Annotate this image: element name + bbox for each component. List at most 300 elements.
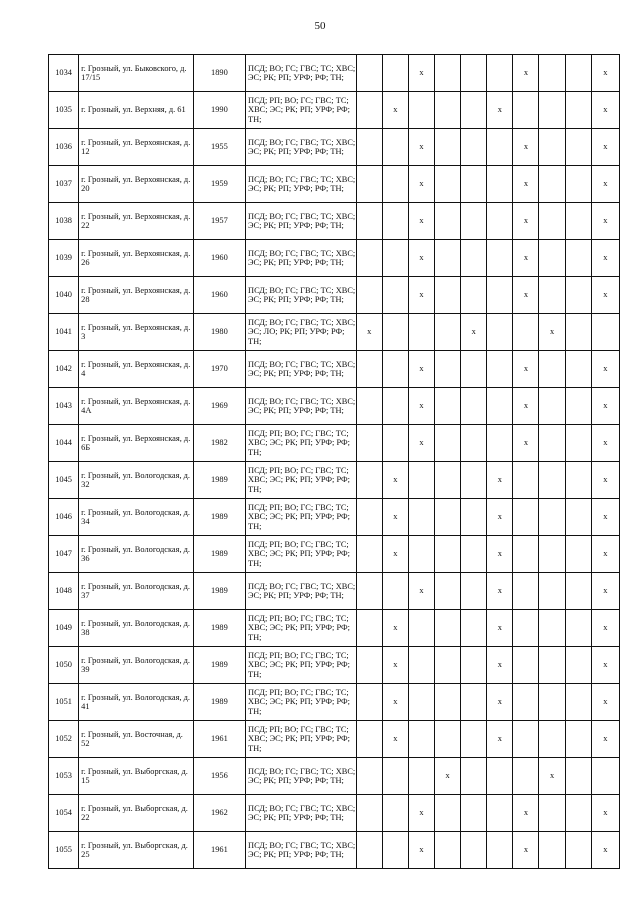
mark-cell: x <box>591 55 619 92</box>
mark-cell <box>565 573 591 610</box>
mark-cell: x <box>591 795 619 832</box>
mark-cell <box>382 314 408 351</box>
systems-cell: ПСД; ВО; ГС; ГВС; ТС; ХВС; ЭС; РК; РП; УРФ; РФ; ТН; <box>246 203 357 240</box>
row-number: 1039 <box>49 240 79 277</box>
mark-cell <box>565 129 591 166</box>
row-number: 1052 <box>49 721 79 758</box>
mark-cell <box>356 610 382 647</box>
mark-cell <box>356 684 382 721</box>
mark-cell <box>461 277 487 314</box>
table-row <box>49 758 620 795</box>
mark-cell <box>434 314 460 351</box>
year-cell: 1960 <box>193 240 245 277</box>
year-cell: 1989 <box>193 610 245 647</box>
mark-cell <box>513 92 539 129</box>
mark-cell <box>408 499 434 536</box>
table-row <box>49 462 620 499</box>
mark-cell <box>539 240 565 277</box>
address-cell: г. Грозный, ул. Быковского, д. 17/15 <box>79 55 194 92</box>
row-number: 1044 <box>49 425 79 462</box>
mark-cell: x <box>382 647 408 684</box>
mark-cell <box>356 129 382 166</box>
mark-cell: x <box>408 55 434 92</box>
mark-cell <box>513 610 539 647</box>
address-cell: г. Грозный, ул. Вологодская, д. 37 <box>79 573 194 610</box>
mark-cell <box>513 573 539 610</box>
row-number: 1037 <box>49 166 79 203</box>
mark-cell <box>539 277 565 314</box>
row-number: 1042 <box>49 351 79 388</box>
row-number: 1051 <box>49 684 79 721</box>
mark-cell <box>461 499 487 536</box>
mark-cell: x <box>591 388 619 425</box>
mark-cell: x <box>408 240 434 277</box>
row-number: 1040 <box>49 277 79 314</box>
mark-cell: x <box>487 684 513 721</box>
mark-cell <box>539 92 565 129</box>
mark-cell <box>382 129 408 166</box>
systems-cell: ПСД; РП; ВО; ГС; ГВС; ТС; ХВС; ЭС; РК; РП; УРФ; РФ; ТН; <box>246 462 357 499</box>
mark-cell <box>565 684 591 721</box>
row-number: 1045 <box>49 462 79 499</box>
systems-cell: ПСД; ВО; ГС; ГВС; ТС; ХВС; ЭС; РК; РП; УРФ; РФ; ТН; <box>246 166 357 203</box>
mark-cell <box>539 351 565 388</box>
row-number: 1055 <box>49 832 79 869</box>
mark-cell <box>408 684 434 721</box>
systems-cell: ПСД; РП; ВО; ГС; ГВС; ТС; ХВС; ЭС; РК; РП; УРФ; РФ; ТН; <box>246 721 357 758</box>
mark-cell <box>434 425 460 462</box>
mark-cell <box>487 388 513 425</box>
mark-cell <box>513 684 539 721</box>
mark-cell <box>356 536 382 573</box>
mark-cell: x <box>591 499 619 536</box>
mark-cell <box>461 721 487 758</box>
mark-cell: x <box>591 203 619 240</box>
mark-cell: x <box>382 721 408 758</box>
mark-cell <box>539 425 565 462</box>
mark-cell <box>356 795 382 832</box>
mark-cell <box>408 721 434 758</box>
mark-cell <box>565 795 591 832</box>
mark-cell <box>539 573 565 610</box>
mark-cell <box>513 499 539 536</box>
mark-cell <box>408 536 434 573</box>
mark-cell <box>565 351 591 388</box>
systems-cell: ПСД; РП; ВО; ГС; ГВС; ТС; ХВС; ЭС; РК; РП; УРФ; РФ; ТН; <box>246 499 357 536</box>
mark-cell <box>565 758 591 795</box>
row-number: 1050 <box>49 647 79 684</box>
mark-cell <box>487 166 513 203</box>
year-cell: 1959 <box>193 166 245 203</box>
mark-cell <box>539 647 565 684</box>
year-cell: 1956 <box>193 758 245 795</box>
mark-cell: x <box>487 647 513 684</box>
table-row <box>49 277 620 314</box>
address-cell: г. Грозный, ул. Восточная, д. 52 <box>79 721 194 758</box>
mark-cell: x <box>487 462 513 499</box>
mark-cell <box>434 499 460 536</box>
mark-cell <box>434 166 460 203</box>
row-number: 1053 <box>49 758 79 795</box>
mark-cell: x <box>408 795 434 832</box>
mark-cell <box>565 388 591 425</box>
mark-cell <box>408 92 434 129</box>
mark-cell <box>356 166 382 203</box>
mark-cell: x <box>591 610 619 647</box>
mark-cell <box>434 721 460 758</box>
mark-cell <box>539 610 565 647</box>
address-cell: г. Грозный, ул. Выборгская, д. 25 <box>79 832 194 869</box>
row-number: 1041 <box>49 314 79 351</box>
address-cell: г. Грозный, ул. Верхоянская, д. 20 <box>79 166 194 203</box>
table-row <box>49 721 620 758</box>
table-row <box>49 129 620 166</box>
mark-cell <box>565 203 591 240</box>
mark-cell <box>513 314 539 351</box>
mark-cell <box>513 536 539 573</box>
mark-cell: x <box>513 832 539 869</box>
mark-cell <box>408 758 434 795</box>
row-number: 1049 <box>49 610 79 647</box>
mark-cell <box>565 721 591 758</box>
mark-cell: x <box>408 832 434 869</box>
mark-cell <box>382 277 408 314</box>
mark-cell <box>461 203 487 240</box>
mark-cell <box>461 166 487 203</box>
mark-cell: x <box>539 758 565 795</box>
mark-cell: x <box>408 277 434 314</box>
mark-cell <box>382 795 408 832</box>
mark-cell <box>461 647 487 684</box>
mark-cell: x <box>591 573 619 610</box>
mark-cell <box>356 203 382 240</box>
mark-cell <box>539 388 565 425</box>
mark-cell <box>434 536 460 573</box>
systems-cell: ПСД; ВО; ГС; ГВС; ТС; ХВС; ЭС; РК; РП; УРФ; РФ; ТН; <box>246 795 357 832</box>
row-number: 1035 <box>49 92 79 129</box>
mark-cell <box>461 240 487 277</box>
mark-cell: x <box>408 166 434 203</box>
mark-cell: x <box>382 92 408 129</box>
mark-cell <box>434 92 460 129</box>
year-cell: 1982 <box>193 425 245 462</box>
year-cell: 1961 <box>193 721 245 758</box>
table-row <box>49 795 620 832</box>
mark-cell <box>487 240 513 277</box>
address-cell: г. Грозный, ул. Верхоянская, д. 22 <box>79 203 194 240</box>
mark-cell <box>487 129 513 166</box>
mark-cell <box>487 795 513 832</box>
mark-cell: x <box>591 92 619 129</box>
address-cell: г. Грозный, ул. Верхняя, д. 61 <box>79 92 194 129</box>
mark-cell <box>356 573 382 610</box>
mark-cell: x <box>513 425 539 462</box>
mark-cell: x <box>408 129 434 166</box>
mark-cell <box>461 795 487 832</box>
mark-cell <box>382 758 408 795</box>
mark-cell <box>487 314 513 351</box>
housing-register-table <box>48 54 620 869</box>
mark-cell: x <box>434 758 460 795</box>
mark-cell <box>513 721 539 758</box>
year-cell: 1990 <box>193 92 245 129</box>
mark-cell <box>487 351 513 388</box>
table-row <box>49 388 620 425</box>
mark-cell <box>487 277 513 314</box>
mark-cell <box>461 536 487 573</box>
mark-cell <box>356 425 382 462</box>
table-row <box>49 203 620 240</box>
mark-cell <box>434 388 460 425</box>
table-row <box>49 610 620 647</box>
mark-cell: x <box>382 462 408 499</box>
mark-cell: x <box>591 721 619 758</box>
mark-cell <box>565 610 591 647</box>
address-cell: г. Грозный, ул. Верхоянская, д. 6Б <box>79 425 194 462</box>
mark-cell <box>487 758 513 795</box>
mark-cell <box>461 684 487 721</box>
table-row <box>49 166 620 203</box>
mark-cell <box>356 277 382 314</box>
mark-cell <box>434 351 460 388</box>
systems-cell: ПСД; РП; ВО; ГС; ГВС; ТС; ХВС; ЭС; РК; РП; УРФ; РФ; ТН; <box>246 425 357 462</box>
mark-cell: x <box>513 351 539 388</box>
table-row <box>49 240 620 277</box>
mark-cell: x <box>408 425 434 462</box>
mark-cell <box>487 55 513 92</box>
systems-cell: ПСД; ВО; ГС; ГВС; ТС; ХВС; ЭС; РК; РП; УРФ; РФ; ТН; <box>246 388 357 425</box>
mark-cell <box>565 166 591 203</box>
mark-cell <box>356 499 382 536</box>
row-number: 1034 <box>49 55 79 92</box>
mark-cell <box>565 499 591 536</box>
mark-cell <box>434 610 460 647</box>
mark-cell <box>539 795 565 832</box>
year-cell: 1961 <box>193 832 245 869</box>
systems-cell: ПСД; РП; ВО; ГС; ГВС; ТС; ХВС; ЭС; РК; РП; УРФ; РФ; ТН; <box>246 610 357 647</box>
systems-cell: ПСД; ВО; ГС; ГВС; ТС; ХВС; ЭС; РК; РП; УРФ; РФ; ТН; <box>246 758 357 795</box>
row-number: 1047 <box>49 536 79 573</box>
table-row <box>49 92 620 129</box>
systems-cell: ПСД; ВО; ГС; ГВС; ТС; ХВС; ЭС; РК; РП; УРФ; РФ; ТН; <box>246 129 357 166</box>
table-row <box>49 425 620 462</box>
systems-cell: ПСД; ВО; ГС; ГВС; ТС; ХВС; ЭС; РК; РП; УРФ; РФ; ТН; <box>246 55 357 92</box>
mark-cell <box>565 92 591 129</box>
mark-cell: x <box>461 314 487 351</box>
mark-cell: x <box>408 351 434 388</box>
mark-cell: x <box>382 536 408 573</box>
systems-cell: ПСД; ВО; ГС; ГВС; ТС; ХВС; ЭС; РК; РП; УРФ; РФ; ТН; <box>246 573 357 610</box>
mark-cell <box>356 55 382 92</box>
year-cell: 1969 <box>193 388 245 425</box>
mark-cell <box>565 240 591 277</box>
mark-cell <box>382 832 408 869</box>
address-cell: г. Грозный, ул. Вологодская, д. 38 <box>79 610 194 647</box>
mark-cell: x <box>591 425 619 462</box>
mark-cell: x <box>408 388 434 425</box>
mark-cell <box>461 758 487 795</box>
row-number: 1036 <box>49 129 79 166</box>
address-cell: г. Грозный, ул. Верхоянская, д. 4А <box>79 388 194 425</box>
mark-cell <box>513 462 539 499</box>
mark-cell <box>382 240 408 277</box>
mark-cell <box>356 832 382 869</box>
mark-cell <box>513 758 539 795</box>
row-number: 1038 <box>49 203 79 240</box>
mark-cell <box>434 240 460 277</box>
mark-cell <box>591 314 619 351</box>
mark-cell <box>382 388 408 425</box>
year-cell: 1970 <box>193 351 245 388</box>
systems-cell: ПСД; ВО; ГС; ГВС; ТС; ХВС; ЭС; РК; РП; УРФ; РФ; ТН; <box>246 351 357 388</box>
mark-cell <box>487 832 513 869</box>
mark-cell <box>461 573 487 610</box>
mark-cell <box>461 425 487 462</box>
mark-cell <box>382 55 408 92</box>
mark-cell: x <box>382 499 408 536</box>
systems-cell: ПСД; ВО; ГС; ГВС; ТС; ХВС; ЭС; РК; РП; УРФ; РФ; ТН; <box>246 277 357 314</box>
systems-cell: ПСД; ВО; ГС; ГВС; ТС; ХВС; ЭС; РК; РП; УРФ; РФ; ТН; <box>246 240 357 277</box>
mark-cell: x <box>487 92 513 129</box>
mark-cell: x <box>513 55 539 92</box>
mark-cell <box>434 462 460 499</box>
mark-cell: x <box>513 129 539 166</box>
year-cell: 1955 <box>193 129 245 166</box>
systems-cell: ПСД; РП; ВО; ГС; ГВС; ТС; ХВС; ЭС; РК; РП; УРФ; РФ; ТН; <box>246 92 357 129</box>
address-cell: г. Грозный, ул. Верхоянская, д. 26 <box>79 240 194 277</box>
mark-cell <box>539 166 565 203</box>
address-cell: г. Грозный, ул. Вологодская, д. 34 <box>79 499 194 536</box>
mark-cell <box>565 462 591 499</box>
mark-cell <box>539 55 565 92</box>
address-cell: г. Грозный, ул. Вологодская, д. 39 <box>79 647 194 684</box>
mark-cell <box>382 351 408 388</box>
row-number: 1048 <box>49 573 79 610</box>
mark-cell <box>356 721 382 758</box>
mark-cell <box>539 536 565 573</box>
mark-cell <box>356 351 382 388</box>
mark-cell: x <box>539 314 565 351</box>
mark-cell: x <box>487 499 513 536</box>
row-number: 1043 <box>49 388 79 425</box>
mark-cell <box>434 129 460 166</box>
mark-cell: x <box>591 832 619 869</box>
year-cell: 1980 <box>193 314 245 351</box>
table-row <box>49 55 620 92</box>
mark-cell: x <box>382 610 408 647</box>
mark-cell <box>565 425 591 462</box>
mark-cell <box>356 758 382 795</box>
mark-cell: x <box>487 721 513 758</box>
address-cell: г. Грозный, ул. Верхоянская, д. 28 <box>79 277 194 314</box>
page-number: 50 <box>314 20 326 32</box>
mark-cell <box>539 203 565 240</box>
systems-cell: ПСД; РП; ВО; ГС; ГВС; ТС; ХВС; ЭС; РК; РП; УРФ; РФ; ТН; <box>246 684 357 721</box>
mark-cell <box>356 388 382 425</box>
row-number: 1054 <box>49 795 79 832</box>
mark-cell <box>408 462 434 499</box>
mark-cell: x <box>591 536 619 573</box>
mark-cell <box>434 684 460 721</box>
table-row <box>49 351 620 388</box>
mark-cell <box>461 832 487 869</box>
mark-cell <box>382 425 408 462</box>
year-cell: 1957 <box>193 203 245 240</box>
mark-cell <box>539 721 565 758</box>
address-cell: г. Грозный, ул. Выборгская, д. 15 <box>79 758 194 795</box>
mark-cell <box>434 795 460 832</box>
address-cell: г. Грозный, ул. Вологодская, д. 36 <box>79 536 194 573</box>
year-cell: 1989 <box>193 573 245 610</box>
mark-cell <box>565 647 591 684</box>
table-row <box>49 832 620 869</box>
mark-cell <box>461 351 487 388</box>
mark-cell: x <box>591 129 619 166</box>
mark-cell <box>356 92 382 129</box>
address-cell: г. Грозный, ул. Выборгская, д. 22 <box>79 795 194 832</box>
table-row <box>49 314 620 351</box>
systems-cell: ПСД; РП; ВО; ГС; ГВС; ТС; ХВС; ЭС; РК; РП; УРФ; РФ; ТН; <box>246 647 357 684</box>
mark-cell: x <box>591 166 619 203</box>
mark-cell: x <box>513 277 539 314</box>
mark-cell: x <box>356 314 382 351</box>
mark-cell: x <box>591 462 619 499</box>
year-cell: 1989 <box>193 684 245 721</box>
mark-cell: x <box>591 684 619 721</box>
year-cell: 1989 <box>193 647 245 684</box>
mark-cell <box>539 832 565 869</box>
mark-cell <box>382 573 408 610</box>
systems-cell: ПСД; РП; ВО; ГС; ГВС; ТС; ХВС; ЭС; РК; РП; УРФ; РФ; ТН; <box>246 536 357 573</box>
mark-cell <box>434 277 460 314</box>
mark-cell <box>539 499 565 536</box>
mark-cell <box>408 610 434 647</box>
mark-cell <box>487 203 513 240</box>
mark-cell: x <box>487 610 513 647</box>
mark-cell <box>565 55 591 92</box>
mark-cell <box>461 92 487 129</box>
mark-cell <box>434 832 460 869</box>
year-cell: 1989 <box>193 462 245 499</box>
address-cell: г. Грозный, ул. Вологодская, д. 32 <box>79 462 194 499</box>
mark-cell: x <box>408 203 434 240</box>
mark-cell: x <box>591 351 619 388</box>
mark-cell <box>408 314 434 351</box>
systems-cell: ПСД; ВО; ГС; ГВС; ТС; ХВС; ЭС; ЛО; РК; РП; УРФ; РФ; ТН; <box>246 314 357 351</box>
mark-cell <box>565 314 591 351</box>
mark-cell: x <box>591 277 619 314</box>
mark-cell <box>382 203 408 240</box>
mark-cell: x <box>513 240 539 277</box>
address-cell: г. Грозный, ул. Верхоянская, д. 12 <box>79 129 194 166</box>
table-row <box>49 684 620 721</box>
mark-cell <box>461 129 487 166</box>
table-row <box>49 647 620 684</box>
table-row <box>49 536 620 573</box>
systems-cell: ПСД; ВО; ГС; ГВС; ТС; ХВС; ЭС; РК; РП; УРФ; РФ; ТН; <box>246 832 357 869</box>
mark-cell: x <box>513 166 539 203</box>
mark-cell <box>434 203 460 240</box>
mark-cell <box>356 462 382 499</box>
table-row <box>49 573 620 610</box>
mark-cell <box>565 277 591 314</box>
mark-cell: x <box>591 240 619 277</box>
mark-cell <box>565 832 591 869</box>
mark-cell: x <box>513 203 539 240</box>
address-cell: г. Грозный, ул. Верхоянская, д. 4 <box>79 351 194 388</box>
year-cell: 1962 <box>193 795 245 832</box>
mark-cell <box>382 166 408 203</box>
